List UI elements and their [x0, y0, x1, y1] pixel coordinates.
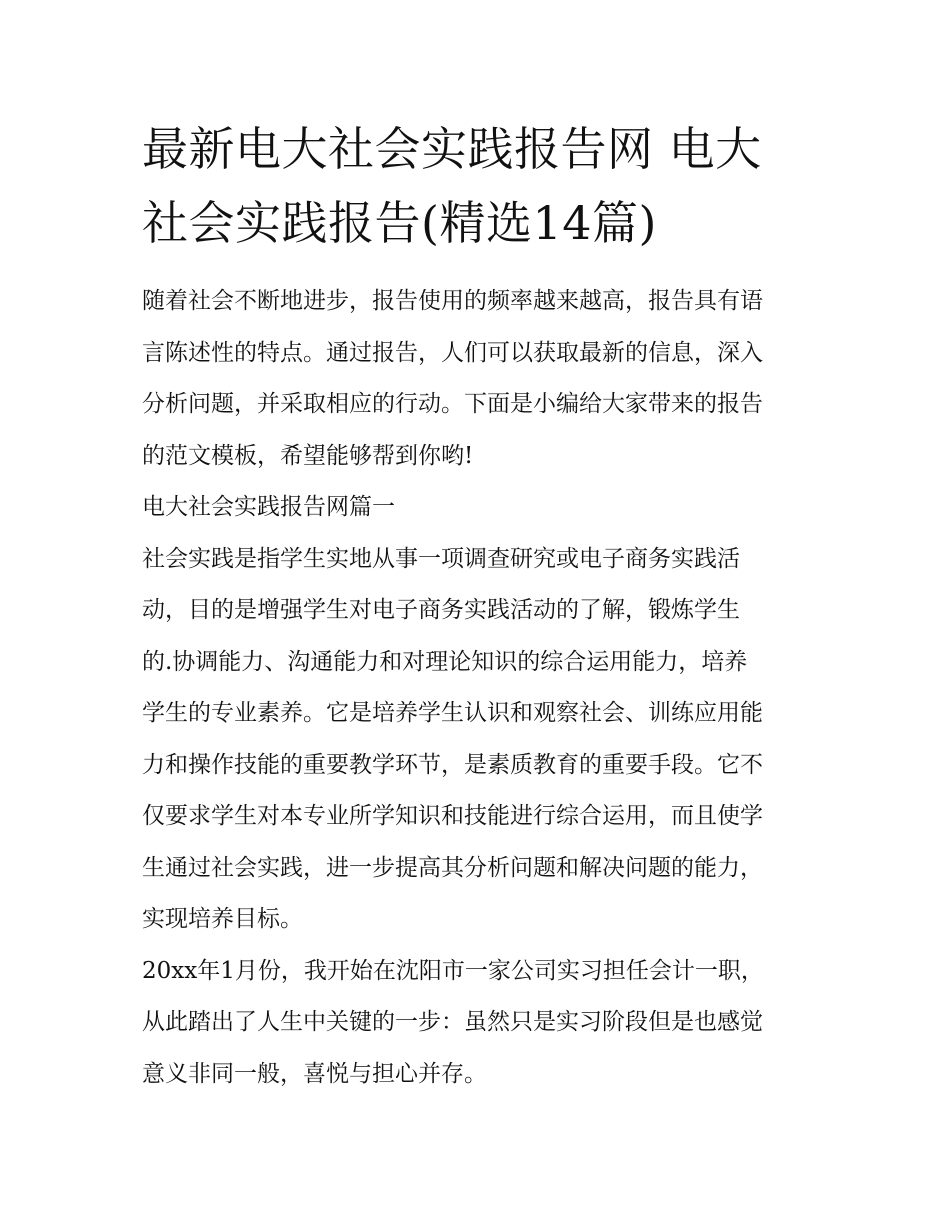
body-line-15: 从此踏出了人生中关键的一步：虽然只是实习阶段但是也感觉	[142, 1009, 763, 1035]
document-title	[142, 112, 822, 260]
body-line-6: 社会实践是指学生实地从事一项调查研究或电子商务实践活	[142, 545, 740, 572]
document-body	[142, 276, 822, 1100]
body-line-14: 20xx年1月份，我开始在沈阳市一家公司实习担任会计一职，	[142, 957, 764, 984]
body-line-10: 力和操作技能的重要教学环节，是素质教育的重要手段。它不	[142, 751, 763, 778]
body-line-8: 的.协调能力、沟通能力和对理论知识的综合运用能力，培养	[142, 648, 748, 675]
body-line-13: 实现培养目标。	[142, 906, 303, 932]
body-line-2: 言陈述性的特点。通过报告，人们可以获取最新的信息，深入	[142, 339, 763, 366]
body-line-3: 分析问题，并采取相应的行动。下面是小编给大家带来的报告	[142, 391, 763, 417]
body-line-7: 动，目的是增强学生对电子商务实践活动的了解，锻炼学生	[142, 597, 740, 623]
body-line-16: 意义非同一般，喜悦与担心并存。	[142, 1060, 487, 1087]
body-line-9: 学生的专业素养。它是培养学生认识和观察社会、训练应用能	[142, 700, 763, 726]
title-line-2: 社会实践报告(精选14篇)	[142, 196, 657, 250]
body-line-4: 的范文模板，希望能够帮到你哟!	[142, 442, 474, 469]
body-line-12: 生通过社会实践，进一步提高其分析问题和解决问题的能力，	[142, 854, 763, 881]
body-line-11: 仅要求学生对本专业所学知识和技能进行综合运用，而且使学	[142, 803, 763, 829]
section-heading: 电大社会实践报告网篇一	[142, 494, 395, 520]
title-line-1: 最新电大社会实践报告网 电大	[142, 122, 762, 176]
body-line-1: 随着社会不断地进步，报告使用的频率越来越高，报告具有语	[142, 288, 763, 314]
